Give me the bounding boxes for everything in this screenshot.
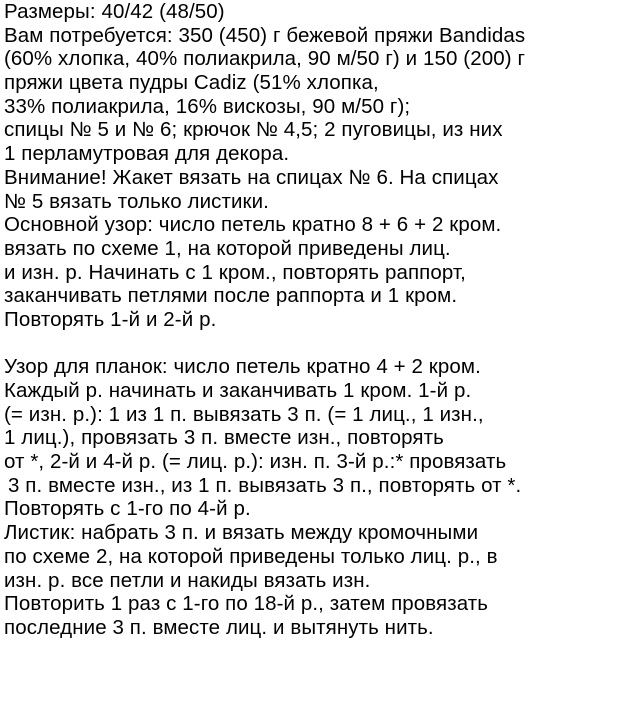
text-line-main-pattern-1: Основной узор: число петель кратно 8 + 6 + 2 кром. xyxy=(4,213,502,237)
text-line-band-pattern-6: 3 п. вместе изн., из 1 п. вывязать 3 п., повторять от *. xyxy=(8,473,522,497)
text-line-leaf-4: Повторить 1 раз с 1-го по 18-й р., затем провязать xyxy=(4,592,489,616)
text-line-band-pattern-2: Каждый р. начинать и заканчивать 1 кром. 1-й р. xyxy=(4,379,472,402)
text-line-materials-1: Вам потребуется: 350 (450) г бежевой пряжи Bandidas xyxy=(4,23,526,47)
text-line-band-pattern-3: (= изн. р.): 1 из 1 п. вывязать 3 п. (= 1 лиц., 1 изн., xyxy=(4,402,484,426)
text-line-leaf-2: по схеме 2, на которой приведены только лиц. р., в xyxy=(4,544,498,568)
text-line-band-pattern-7: Повторять с 1-го по 4-й р. xyxy=(4,497,251,521)
text-line-main-pattern-4: заканчивать петлями после раппорта и 1 кром. xyxy=(4,284,458,308)
text-line-leaf-5: последние 3 п. вместе лиц. и вытянуть нить. xyxy=(4,615,434,639)
text-line-band-pattern-5: от *, 2-й и 4-й р. (= лиц. р.): изн. п. 3-й р.:* провязать xyxy=(4,450,507,474)
text-line-materials-3: пряжи цвета пудры Cadiz (51% хлопка, xyxy=(4,71,379,95)
text-line-sizes: Размеры: 40/42 (48/50) xyxy=(4,0,225,23)
text-line-tools-1: спицы № 5 и № 6; крючок № 4,5; 2 пуговицы, из них xyxy=(4,118,503,142)
text-line-main-pattern-5: Повторять 1-й и 2-й р. xyxy=(4,307,217,331)
text-line-leaf-1: Листик: набрать 3 п. и вязать между кромочными xyxy=(4,521,479,545)
text-line-attention-2: № 5 вязать только листики. xyxy=(4,189,269,213)
text-line-band-pattern-1: Узор для планок: число петель кратно 4 + 2 кром. xyxy=(4,355,481,379)
blank-line xyxy=(4,332,618,356)
text-line-band-pattern-4: 1 лиц.), провязать 3 п. вместе изн., повторять xyxy=(4,426,444,450)
text-line-tools-2: 1 перламутровая для декора. xyxy=(4,142,290,166)
text-line-materials-4: 33% полиакрила, 16% вискозы, 90 м/50 г); xyxy=(4,94,411,118)
text-line-attention-1: Внимание! Жакет вязать на спицах № 6. На спицах xyxy=(4,165,499,189)
text-line-main-pattern-3: и изн. р. Начинать с 1 кром., повторять раппорт, xyxy=(4,260,466,284)
knitting-instructions-text xyxy=(4,0,618,640)
text-line-main-pattern-2: вязать по схеме 1, на которой приведены лиц. xyxy=(4,236,451,260)
text-line-materials-2: (60% хлопка, 40% полиакрила, 90 м/50 г) и 150 (200) г xyxy=(4,47,526,71)
text-line-leaf-3: изн. р. все петли и накиды вязать изн. xyxy=(4,568,371,592)
